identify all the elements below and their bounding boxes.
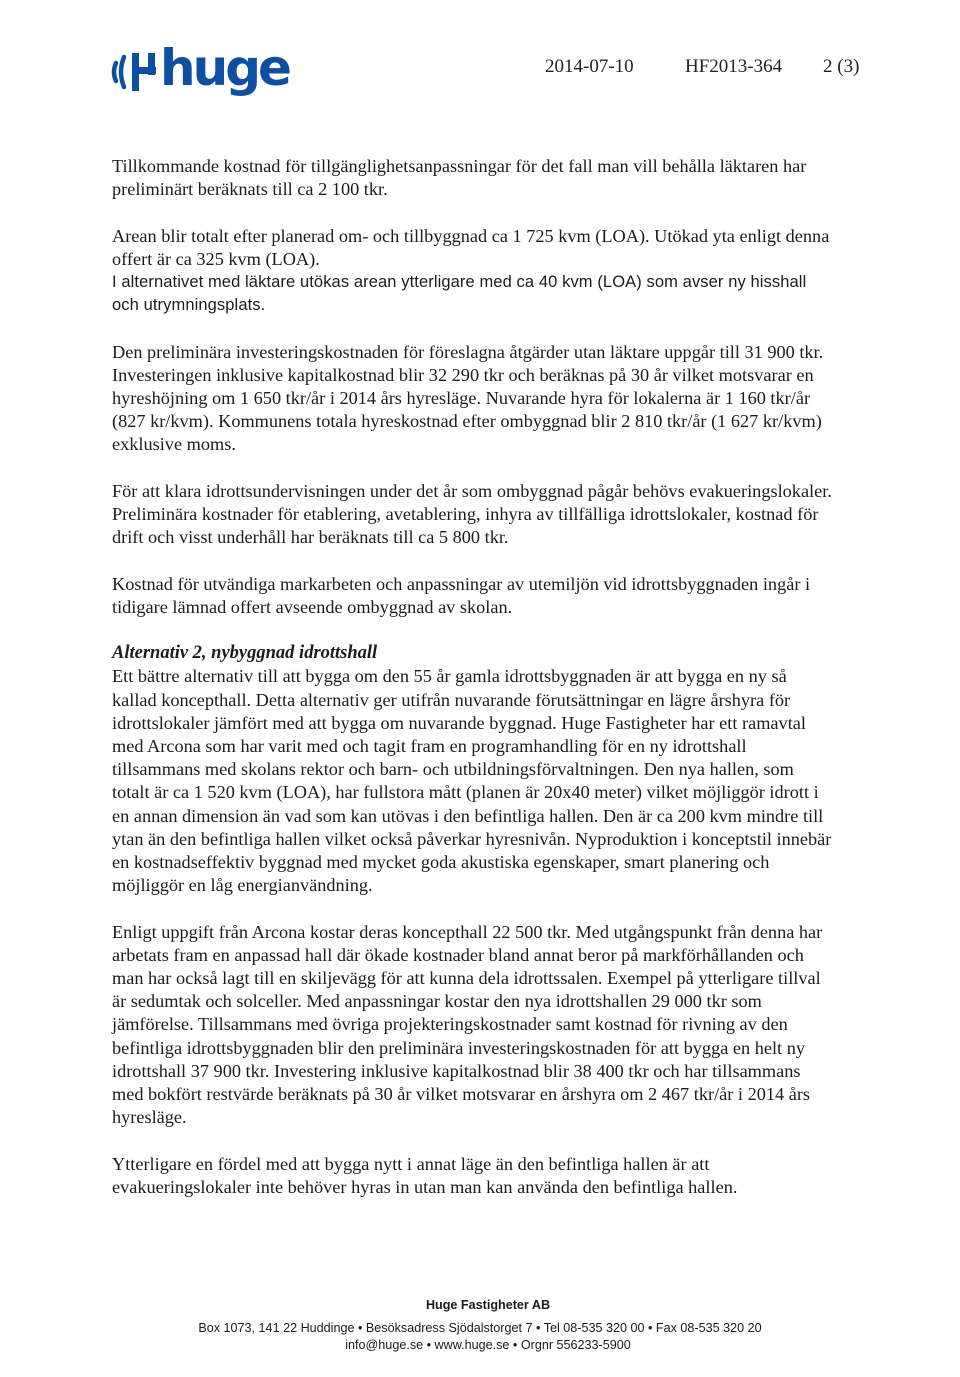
paragraph-area: Arean blir totalt efter planerad om- och tillbyggnad ca 1 725 kvm (LOA). Utökad yta enligt denna offert är ca 325 kvm (LOA).: [112, 225, 830, 269]
paragraph-evacuation: För att klara idrottsundervisningen under det år som ombyggnad pågår behövs evakueringslokaler. Preliminära kostnader för etablering, avetablering, inhyra av tillfälliga idrottslokaler, kostnad för drift och visst underhåll har beräknats till ca 5 800 tkr.: [112, 480, 832, 548]
document-body: [112, 155, 832, 1222]
paragraph-groundwork: Kostnad för utvändiga markarbeten och anpassningar av utemiljön vid idrottsbyggnaden ingår i tidigare lämnad offert avseende ombyggnad av skolan.: [112, 573, 811, 617]
paragraph-advantage: Ytterligare en fördel med att bygga nytt i annat läge än den befintliga hallen är att evakueringslokaler inte behöver hyras in utan man kan använda den befintliga hallen.: [112, 1153, 738, 1197]
footer-address-line: Box 1073, 141 22 Huddinge • Besöksadress Sjödalstorget 7 • Tel 08-535 320 00 • Fax 08-535 320 20: [198, 1321, 762, 1335]
huge-logo-icon: [110, 49, 158, 95]
paragraph-area-extension: I alternativet med läktare utökas arean ytterligare med ca 40 kvm (LOA) som avser ny hisshall och utrymningsplats.: [112, 273, 807, 315]
company-logo: [110, 39, 289, 100]
paragraph-investment: Den preliminära investeringskostnaden för föreslagna åtgärder utan läktare uppgår till 31 900 tkr. Investeringen inklusive kapitalkostnad blir 32 290 tkr och beräknas på 30 år vilket motsvarar en hyreshöjning om 1 650 tkr/år i 2014 års hyresläge. Nuvarande hyra för lokalerna är 1 160 tkr/år (827 kr/kvm). Kommunens totala hyreskostnad efter ombyggnad blir 2 810 tkr/år (1 627 kr/kvm) exklusive moms.: [112, 341, 824, 455]
footer-contact-line: info@huge.se • www.huge.se • Orgnr 556233-5900: [345, 1338, 631, 1352]
page-footer: [0, 1297, 960, 1354]
document-date: 2014-07-10: [545, 56, 634, 77]
paragraph-arcona-cost: Enligt uppgift från Arcona kostar deras koncepthall 22 500 tkr. Med utgångspunkt från denna har arbetats fram en anpassad hall där ökade kostnader bland annat beror på markförhållanden och man har också lagt till en skiljevägg för att kunna dela idrottssalen. Exempel på ytterligare tillval är sedumtak och solceller. Med anpassningar kostar den nya idrottshallen 29 000 tkr som jämförelse. Tillsammans med övriga projekteringskostnader samt kostnad för rivning av den befintliga idrottsbyggnaden blir den preliminära investeringskostnaden för att bygga en helt ny idrottshall 37 900 tkr. Investering inklusive kapitalkostnad blir 38 400 tkr och har tillsammans med bokfört restvärde beräknats på 30 år vilket motsvarar en årshyra om 2 467 tkr/år i 2014 års hyresläge.: [112, 921, 823, 1128]
paragraph-new-hall: Ett bättre alternativ till att bygga om den 55 år gamla idrottsbyggnaden är att bygga en ny så kallad koncepthall. Detta alternativ ger utifrån nuvarande förutsättningar en lägre årshyra för idrottslokaler jämfört med att bygga om nuvarande byggnad. Huge Fastigheter har ett ramavtal med Arcona som har varit med och tagit fram en programhandling för en ny idrottshall tillsammans med skolans rektor och barn- och utbildningsförvaltningen. Den nya hallen, som totalt är ca 1 520 kvm (LOA), har fullstora mått (planen är 20x40 meter) vilket möjliggör idrott i en annan dimension än vad som kan utövas i den befintliga hallen. Den är ca 200 kvm mindre till ytan än den befintliga hallen vilket också påverkar hyresnivån. Nyproduktion i konceptstil innebär en kostnadseffektiv byggnad med mycket goda akustiska egenskaper, smart planering och möjliggör en låg energianvändning.: [112, 666, 832, 896]
page-header: [0, 0, 960, 120]
logo-wordmark: huge: [160, 39, 289, 97]
footer-company-name: Huge Fastigheter AB: [425, 1298, 551, 1312]
page-number: 2 (3): [823, 56, 860, 77]
section-heading-alternative-2: Alternativ 2, nybyggnad idrottshall: [112, 643, 378, 664]
document-reference: HF2013-364: [685, 56, 783, 77]
paragraph-accessibility-cost: Tillkommande kostnad för tillgänglighetsanpassningar för det fall man vill behålla läktaren har preliminärt beräknats till ca 2 100 tkr.: [112, 156, 807, 200]
